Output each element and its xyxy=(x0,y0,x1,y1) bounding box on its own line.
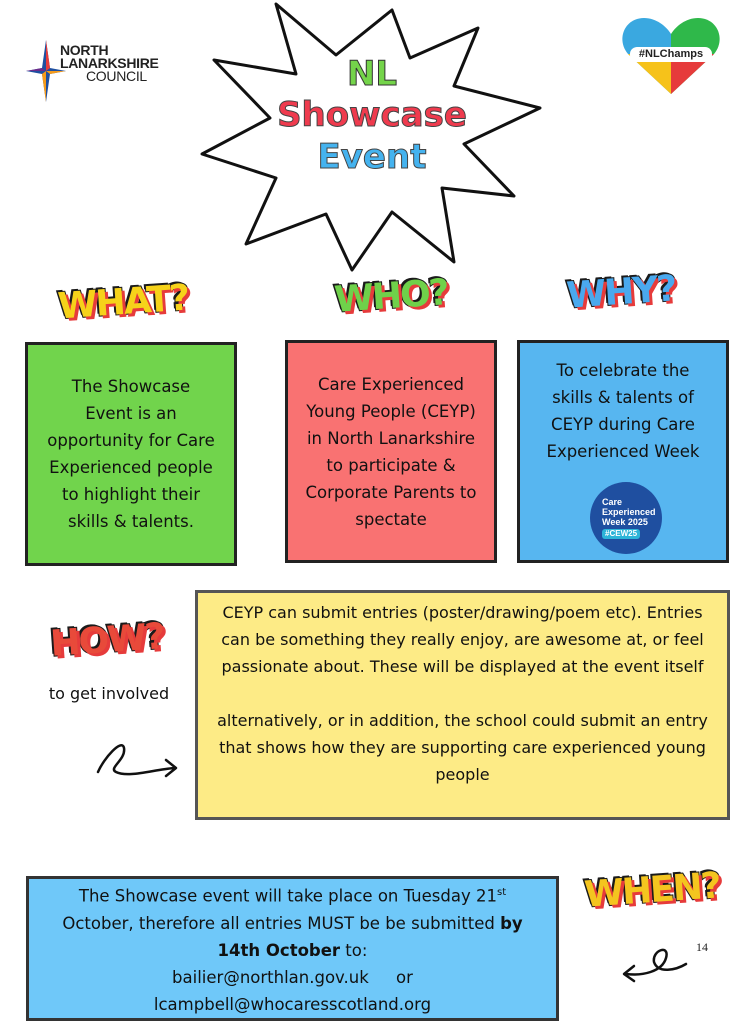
when-box xyxy=(26,876,559,1021)
when-line-2-text: October, therefore all entries MUST be be submitted xyxy=(62,913,501,933)
cew-tag: #CEW25 xyxy=(602,529,640,539)
cew-line-3: Week 2025 xyxy=(602,517,648,527)
heading-what-text: WHAT? xyxy=(56,277,190,328)
heading-when xyxy=(571,864,733,916)
when-line-1-sup: st xyxy=(496,887,507,899)
email-bailie[interactable]: bailier@northlan.gov.uk xyxy=(172,967,369,987)
when-line-4 xyxy=(172,964,413,991)
loop-arrow-icon xyxy=(94,728,184,782)
heading-how-text: HOW? xyxy=(49,616,165,665)
when-line-1-text: The Showcase event will take place on Tuesday 21 xyxy=(78,886,497,906)
logo-line-2: LANARKSHIRE xyxy=(60,55,159,71)
when-line-2 xyxy=(62,910,522,937)
how-subtitle: to get involved xyxy=(48,684,170,703)
cew-line-1: Care xyxy=(602,497,623,507)
what-box xyxy=(25,342,237,566)
heading-when-text: WHEN? xyxy=(583,865,721,916)
when-line-1 xyxy=(79,879,506,910)
title-event: Event xyxy=(317,136,427,177)
why-text: To celebrate the skills & talents of CEYP during Care Experienced Week xyxy=(546,361,700,461)
how-para-1: CEYP can submit entries (poster/drawing/poem etc). Entries can be something they really enjoy, are awesome at, or feel passionate about. These will be displayed at the event itself xyxy=(221,603,704,676)
heading-who-text: WHO? xyxy=(333,272,449,321)
title-starburst xyxy=(196,0,548,282)
when-line-3 xyxy=(218,937,368,964)
logo-line-1: NORTH xyxy=(60,42,109,58)
logo-line-3: COUNCIL xyxy=(86,68,147,84)
when-line-3-text: to: xyxy=(340,940,368,960)
cew-line-2: Experienced xyxy=(602,507,656,517)
email-or: or xyxy=(396,967,413,987)
cew25-badge xyxy=(590,482,662,554)
heading-why-text: WHY? xyxy=(565,268,677,317)
email-campbell[interactable]: lcampbell@whocaresscotland.org xyxy=(153,994,432,1014)
what-text: The Showcase Event is an opportunity for Care Experienced people to highlight their skills & talents. xyxy=(47,377,215,531)
when-deadline: 14th October xyxy=(217,940,341,960)
council-logo xyxy=(26,40,166,104)
when-line-2-bold: by xyxy=(500,913,523,933)
heading-how xyxy=(43,616,172,666)
who-text: Care Experienced Young People (CEYP) in North Lanarkshire to participate & Corporate Parents to spectate xyxy=(305,374,477,529)
loop-arrow-left-icon xyxy=(618,934,690,984)
title-nl: NL xyxy=(346,54,398,94)
nlchamps-heart-badge xyxy=(620,14,722,98)
page-number: 14 xyxy=(696,940,708,954)
heading-who xyxy=(325,272,458,322)
title-showcase: Showcase xyxy=(277,95,467,136)
heading-why xyxy=(555,268,688,318)
who-box xyxy=(285,340,497,563)
nlchamps-label: #NLChamps xyxy=(638,48,704,60)
how-box xyxy=(195,590,730,820)
heading-what xyxy=(47,277,199,328)
how-para-2: alternatively, or in addition, the school could submit an entry that shows how they are supporting care experienced young people xyxy=(217,711,708,784)
